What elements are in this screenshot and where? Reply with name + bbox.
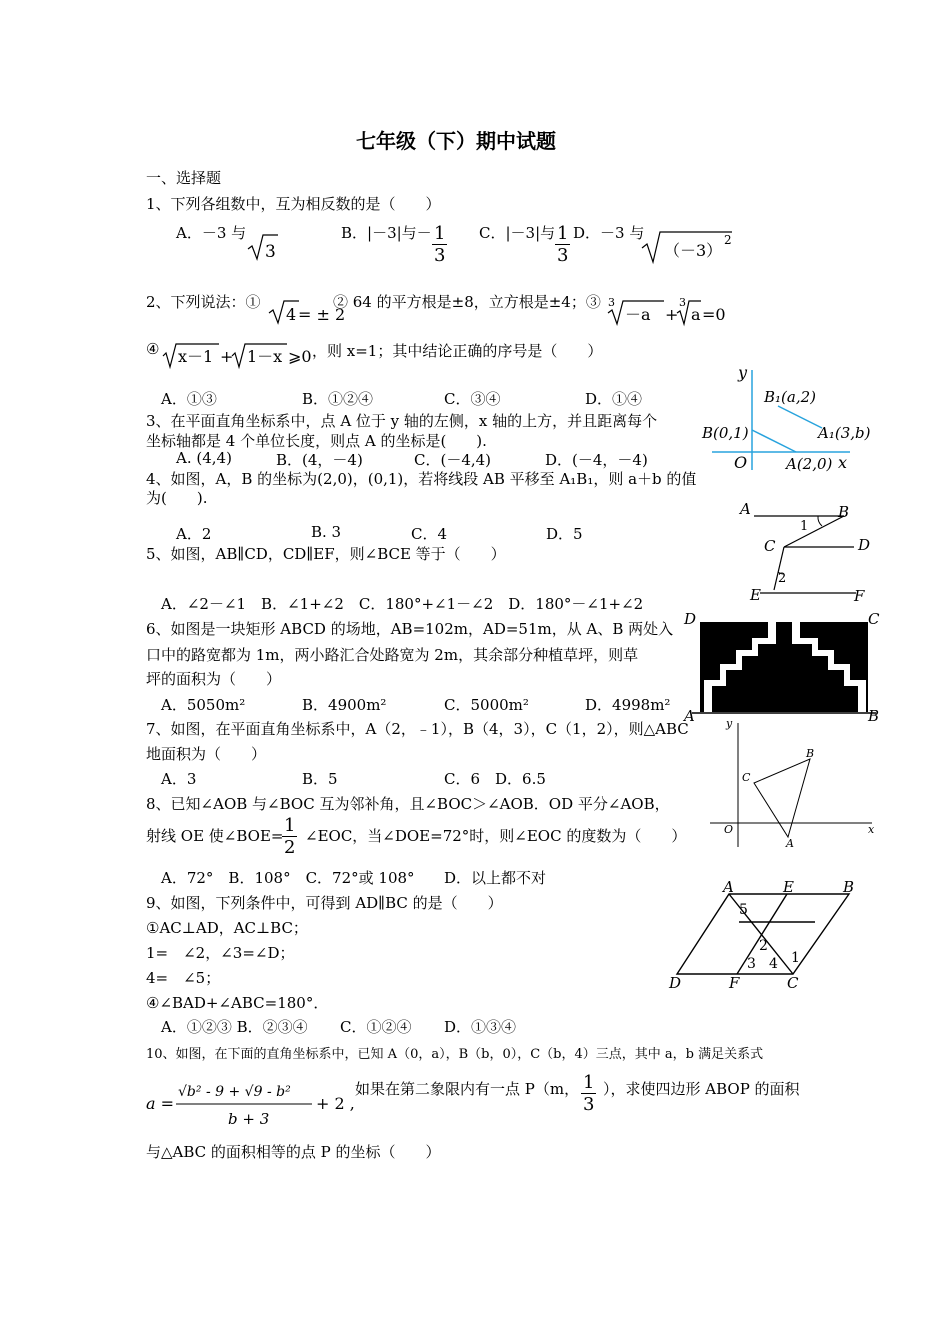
- label-o: O: [734, 453, 748, 472]
- q1-fraction-b-den: 3: [434, 245, 446, 266]
- q3-option-d: D．(－4，－4): [545, 451, 648, 469]
- q8-half-fraction: [282, 816, 297, 859]
- q10-third-fraction: [581, 1073, 596, 1116]
- figure-q5: [740, 500, 880, 605]
- q2-option-c: C．③④: [444, 390, 501, 408]
- label-c: C: [764, 537, 776, 555]
- q10-line1: 10、如图，在下面的直角坐标系中，已知 A（0，a），B（b，0），C（b，4）三点，其中 a，b 满足关系式: [146, 1047, 764, 1062]
- q9-options-ab: A．①②③ B．②③④: [161, 1018, 308, 1036]
- q1-sqrt3: [246, 232, 280, 262]
- section-heading: 一、选择题: [146, 169, 222, 187]
- q10-line3: 与△ABC 的面积相等的点 P 的坐标（ ）: [146, 1143, 441, 1161]
- q7-line2: 地面积为（ ）: [146, 745, 267, 763]
- q1-sqrt3-radicand: 3: [265, 242, 276, 262]
- q9-cond-4: ④∠BAD+∠ABC=180°．: [146, 994, 329, 1012]
- q10-denominator: b + 3: [228, 1110, 270, 1128]
- q8-line2-b: ∠EOC，当∠DOE=72°时，则∠EOC 的度数为（ ）: [305, 827, 687, 845]
- q10-line2-a: 如果在第二象限内有一点 P（m，: [355, 1080, 580, 1098]
- figure-q7: [708, 715, 878, 850]
- label-f: F: [729, 974, 740, 992]
- label-a1: A₁(3,b): [818, 424, 871, 442]
- q6-option-c: C．5000m²: [444, 696, 529, 714]
- q4-option-d: D．5: [546, 525, 583, 543]
- page-title: 七年级（下）期中试题: [356, 129, 556, 153]
- q1-sqrt-neg3-squared: [640, 226, 740, 266]
- q1-fraction-c-num: 1: [557, 223, 569, 244]
- q6-option-b: B．4900m²: [302, 696, 387, 714]
- figure-q6: [682, 610, 882, 725]
- q1-option-a: A．－3 与: [176, 224, 247, 242]
- q8-line1: 8、已知∠AOB 与∠BOC 互为邻补角，且∠BOC＞∠AOB．OD 平分∠AOB，: [146, 795, 670, 813]
- q2-cbrt-radicand-2: a: [691, 305, 701, 324]
- q8-option-d: D．以上都不对: [444, 869, 547, 887]
- q1-fraction-c-den: 3: [557, 245, 569, 266]
- q7-option-c: C．6 D．6.5: [444, 770, 546, 788]
- q10-a-eq: a =: [146, 1094, 175, 1113]
- q2-circ4: ④: [146, 340, 160, 358]
- label-a: A: [723, 878, 734, 896]
- q1-fraction-b-num: 1: [434, 223, 446, 244]
- q9-cond-3: 4= ∠5；: [146, 969, 221, 987]
- label-angle-3: 3: [747, 956, 756, 972]
- q3-line2: 坐标轴都是 4 个单位长度，则点 A 的坐标是( ).: [146, 432, 487, 450]
- label-y: y: [738, 363, 748, 382]
- label-f: F: [854, 587, 865, 605]
- q2-ge0: ⩾0: [288, 347, 312, 366]
- q5-stem: 5、如图，AB∥CD，CD∥EF，则∠BCE 等于（ ）: [146, 545, 506, 563]
- label-b: B: [806, 747, 815, 760]
- q6-line1: 6、如图是一块矩形 ABCD 的场地，AB=102m，AD=51m，从 A、B 两处入: [146, 620, 674, 638]
- q3-option-c: C．(－4,4): [414, 451, 492, 469]
- q9-option-d: D．①③④: [444, 1018, 517, 1036]
- label-b: B(0,1): [702, 424, 749, 442]
- q4-option-b: B. 3: [311, 523, 342, 541]
- q2-option-d: D．①④: [585, 390, 643, 408]
- q6-option-d: D．4998m²: [585, 696, 671, 714]
- q10-formula: [146, 1072, 356, 1132]
- q9-stem: 9、如图，下列条件中，可得到 AD∥BC 的是（ ）: [146, 894, 503, 912]
- q1-exponent: 2: [724, 233, 732, 247]
- label-c: C: [868, 610, 880, 628]
- q6-line3: 坪的面积为（ ）: [146, 670, 282, 688]
- q8-half-num: 1: [284, 815, 296, 836]
- q1-fraction-b: [432, 224, 447, 267]
- q4-line2: 为( ).: [146, 489, 208, 507]
- q2-plus-2: +: [220, 347, 234, 366]
- q3-line1: 3、在平面直角坐标系中，点 A 位于 y 轴的左侧，x 轴的上方，并且距离每个: [146, 412, 658, 430]
- q2-plus: +: [665, 305, 679, 324]
- segment-ab: [752, 430, 796, 452]
- q2-sqrt4-expr: [267, 296, 346, 326]
- q10-third-den: 3: [583, 1094, 595, 1115]
- q2-option-a: A．①③: [161, 390, 217, 408]
- q10-plus2: + 2 ,: [316, 1094, 355, 1113]
- q2-line1-b: ② 64 的平方根是±8，立方根是±4；③: [333, 293, 601, 311]
- label-y: y: [726, 717, 733, 730]
- q2-line2: ，则 x=1；其中结论正确的序号是（ ）: [312, 342, 603, 360]
- q4-option-c: C．4: [411, 525, 448, 543]
- q2-sqrt-sum-expr: [161, 340, 321, 370]
- label-a: A: [786, 837, 794, 850]
- q9-option-c: C．①②④: [340, 1018, 412, 1036]
- q4-option-a: A．2: [176, 525, 212, 543]
- q10-third-num: 1: [583, 1072, 595, 1093]
- q1-option-b: B．|－3|与－: [341, 224, 432, 242]
- q7-line1: 7、如图，在平面直角坐标系中，A（2，﹣1），B（4，3），C（1，2），则△ABC: [146, 720, 689, 738]
- label-d: D: [858, 536, 871, 554]
- q1-option-d: D．－3 与: [573, 224, 645, 242]
- label-b: B: [843, 878, 855, 896]
- label-a: A: [684, 707, 695, 725]
- q9-cond-2: 1= ∠2，∠3=∠D；: [146, 944, 295, 962]
- q2-eq0: =0: [702, 305, 726, 324]
- label-angle-2: 2: [778, 571, 787, 586]
- q2-option-b: B．①②④: [302, 390, 374, 408]
- q2-sx1: x－1: [178, 347, 214, 366]
- q2-cbrt-radicand-1: －a: [625, 305, 651, 324]
- q8-options-abc: A．72° B．108° C．72°或 108°: [161, 869, 415, 887]
- label-c: C: [742, 771, 751, 784]
- q2-cbrt-expr: [606, 293, 726, 327]
- q9-cond-1: ①AC⊥AD，AC⊥BC；: [146, 919, 308, 937]
- label-x: x: [868, 823, 875, 836]
- label-b: B: [868, 707, 880, 725]
- q7-option-a: A．3: [161, 770, 197, 788]
- label-angle-5: 5: [739, 902, 748, 918]
- figure-q9: [665, 878, 865, 993]
- q10-line2-b: ），求使四边形 ABOP 的面积: [603, 1080, 800, 1098]
- q8-line2-a: 射线 OE 使∠BOE=: [146, 827, 284, 845]
- q8-half-den: 2: [284, 837, 296, 858]
- figure-q4: [700, 360, 870, 500]
- q10-numerator: √b² - 9 + √9 - b²: [178, 1084, 291, 1100]
- label-c: C: [787, 974, 799, 992]
- q5-options: A．∠2－∠1 B．∠1+∠2 C．180°+∠1－∠2 D．180°－∠1+∠2: [161, 595, 644, 613]
- label-angle-4: 4: [769, 956, 778, 972]
- q2-eq-pm2: = ± 2: [298, 305, 346, 324]
- label-e: E: [783, 878, 794, 896]
- q2-cube-index-1: 3: [608, 296, 615, 309]
- q1-fraction-c: [555, 224, 570, 267]
- label-b: B: [838, 503, 850, 521]
- q6-option-a: A．5050m²: [161, 696, 246, 714]
- q6-line2: 口中的路宽都为 1m，两小路汇合处路宽为 2m，其余部分种植草坪，则草: [146, 646, 639, 664]
- q1-radicand: （－3）: [664, 241, 723, 260]
- q2-cube-index-2: 3: [679, 296, 686, 309]
- q3-option-a: A. (4,4): [176, 449, 232, 467]
- label-a: A: [740, 500, 751, 518]
- label-d: D: [669, 974, 682, 992]
- label-a: A(2,0): [786, 455, 833, 473]
- q4-line1: 4、如图，A，B 的坐标为(2,0)，(0,1)，若将线段 AB 平移至 A₁B₁，则 a＋b 的值: [146, 470, 697, 488]
- q7-option-b: B．5: [302, 770, 338, 788]
- q1-stem: 1、下列各组数中，互为相反数的是（ ）: [146, 195, 441, 213]
- label-x: x: [838, 453, 848, 472]
- q2-sqrt4-radicand: 4: [286, 305, 297, 324]
- label-b1: B₁(a,2): [764, 388, 816, 406]
- q3-option-b: B．(4，－4): [276, 451, 363, 469]
- q1-option-c: C．|－3|与: [479, 224, 556, 242]
- label-e: E: [750, 586, 761, 604]
- label-o: O: [724, 823, 734, 836]
- label-angle-1: 1: [791, 950, 800, 966]
- label-angle-1: 1: [800, 519, 809, 534]
- q2-s1x: 1－x: [247, 347, 283, 366]
- label-angle-2: 2: [759, 938, 768, 954]
- label-d: D: [684, 610, 697, 628]
- q2-line1-a: 2、下列说法：①: [146, 293, 261, 311]
- segment-a1b1: [778, 406, 822, 428]
